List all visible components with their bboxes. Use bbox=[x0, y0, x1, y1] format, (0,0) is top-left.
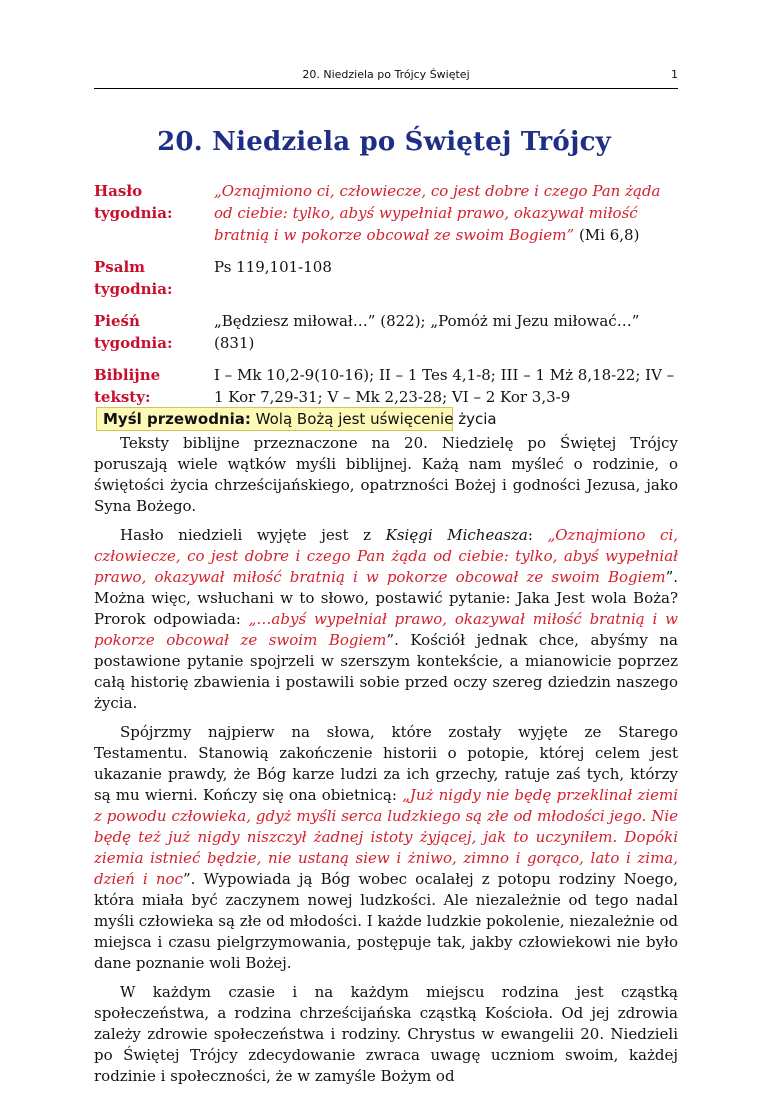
psalm-label: Psalm tygodnia: bbox=[94, 258, 173, 298]
psalm-row bbox=[94, 256, 678, 300]
thesis-content: Wolą Bożą jest uświęcenie życia bbox=[250, 410, 497, 428]
paragraph-2-text-a: Hasło niedzieli wyjęte jest z bbox=[120, 526, 386, 544]
quote-prorok: „…abyś wypełniał prawo, okazywał miłość bratnią i w pokorze obcował ze swoim Bogiem bbox=[94, 610, 678, 649]
haslo-quote: „Oznajmiono ci, człowiecze, co jest dobre i czego Pan żąda od ciebie: tylko, abyś wypełniał prawo, okazywał miłość bratnią i w pokorze obcował ze swoim Bogiem” bbox=[214, 182, 661, 244]
running-header bbox=[94, 66, 678, 89]
page-number: 1 bbox=[671, 68, 678, 81]
paragraph-2-text-d: ”. Kościół jednak chce, abyśmy na postawione pytanie spojrzeli w szerszym kontekście, a mianowicie poprzez całą historię zbawienia i postawili sobie przed oczy szereg dziedzin naszego życia. bbox=[94, 631, 678, 712]
teksty-value: I – Mk 10,2-9(10-16); II – 1 Tes 4,1-8; III – 1 Mż 8,18-22; IV – 1 Kor 7,29-31; V – Mk 2,23-28; VI – 2 Kor 3,3-9 bbox=[214, 366, 675, 406]
thesis-label: Myśl przewodnia: bbox=[103, 410, 251, 428]
thesis-box bbox=[96, 407, 497, 431]
paragraph-4: W każdym czasie i na każdym miejscu rodzina jest cząstką społeczeństwa, a rodzina chrześcijańska cząstką Kościoła. Od jej zdrowia zależy zdrowie społeczeństwa i rodziny. Chrystus w ewangelii 20. Niedzieli po Świętej Trójcy zdecydowanie zwraca uwagę uczniom swoim, każdej rodzinie i społeczności, że w zamyśle Bożym od bbox=[94, 983, 678, 1085]
book-name: Księgi Micheasza bbox=[385, 526, 528, 544]
paragraph-3-text-b: ”. Wypowiada ją Bóg wobec ocalałej z potopu rodziny Noego, która miała być zaczynem nowej ludzkości. Ale niezależnie od tego nadal myśli człowieka są złe od młodości. I każde ludzkie pokolenie, niezależnie od miejsca i czasu pielgrzymowania, postępuje tak, jakby człowiekowi nie było dane poznanie woli Bożej. bbox=[94, 870, 679, 972]
paragraph-2-text-b: : bbox=[527, 526, 548, 544]
paragraph-3-text-a: Spójrzmy najpierw na słowa, które zostały wyjęte ze Starego Testamentu. Stanowią zakończenie historii o potopie, której celem jest ukazanie prawdy, że Bóg karze ludzi za ich grzechy, ratuje zaś tych, którzy są mu wierni. Kończy się ona obietnicą: bbox=[94, 723, 678, 804]
haslo-reference: (Mi 6,8) bbox=[574, 226, 640, 244]
paragraph-2 bbox=[94, 525, 678, 714]
piesn-row bbox=[94, 310, 678, 354]
running-title: 20. Niedziela po Trójcy Świętej bbox=[302, 68, 470, 81]
quote-obietnica: „Już nigdy nie będę przeklinał ziemi z powodu człowieka, gdyż myśli serca ludzkiego są złe od młodości jego. Nie będę też już nigdy niszczył żadnej istoty żyjącej, jak to uczyniłem. Dopóki ziemia istnieć będzie, nie ustaną siew i żniwo, zimno i gorąco, lato i zima, dzień i noc bbox=[94, 786, 679, 888]
piesn-value: „Będziesz miłował…” (822); „Pomóż mi Jezu miłować…” (831) bbox=[214, 312, 640, 352]
page-title: 20. Niedziela po Świętej Trójcy bbox=[157, 127, 611, 157]
piesn-label: Pieśń tygodnia: bbox=[94, 312, 173, 352]
paragraph-3 bbox=[94, 722, 678, 974]
haslo-label: Hasło tygodnia: bbox=[94, 182, 173, 222]
paragraph-1: Teksty biblijne przeznaczone na 20. Niedzielę po Świętej Trójcy poruszają wiele wątków myśli biblijnej. Każą nam myśleć o rodzinie, o świętości życia chrześcijańskiego, opatrzności Bożej i godności Jezusa, jako Syna Bożego. bbox=[94, 434, 678, 515]
teksty-label: Biblijne teksty: bbox=[94, 366, 161, 406]
teksty-row bbox=[94, 364, 678, 408]
thesis-text bbox=[103, 409, 497, 429]
haslo-row bbox=[94, 180, 678, 246]
quote-haslo: „Oznajmiono ci, człowiecze, co jest dobre i czego Pan żąda od ciebie: tylko, abyś wypełniał prawo, okazywał miłość bratnią i w pokorze obcował ze swoim Bogiem bbox=[94, 526, 679, 586]
psalm-value: Ps 119,101-108 bbox=[214, 258, 332, 276]
body-text bbox=[94, 433, 678, 1095]
haslo-value bbox=[214, 180, 678, 246]
week-info bbox=[94, 180, 678, 418]
paragraph-2-text-c: ”. Można więc, wsłuchani w to słowo, postawić pytanie: Jaka Jest wola Boża? Prorok odpowiada: bbox=[94, 568, 678, 628]
